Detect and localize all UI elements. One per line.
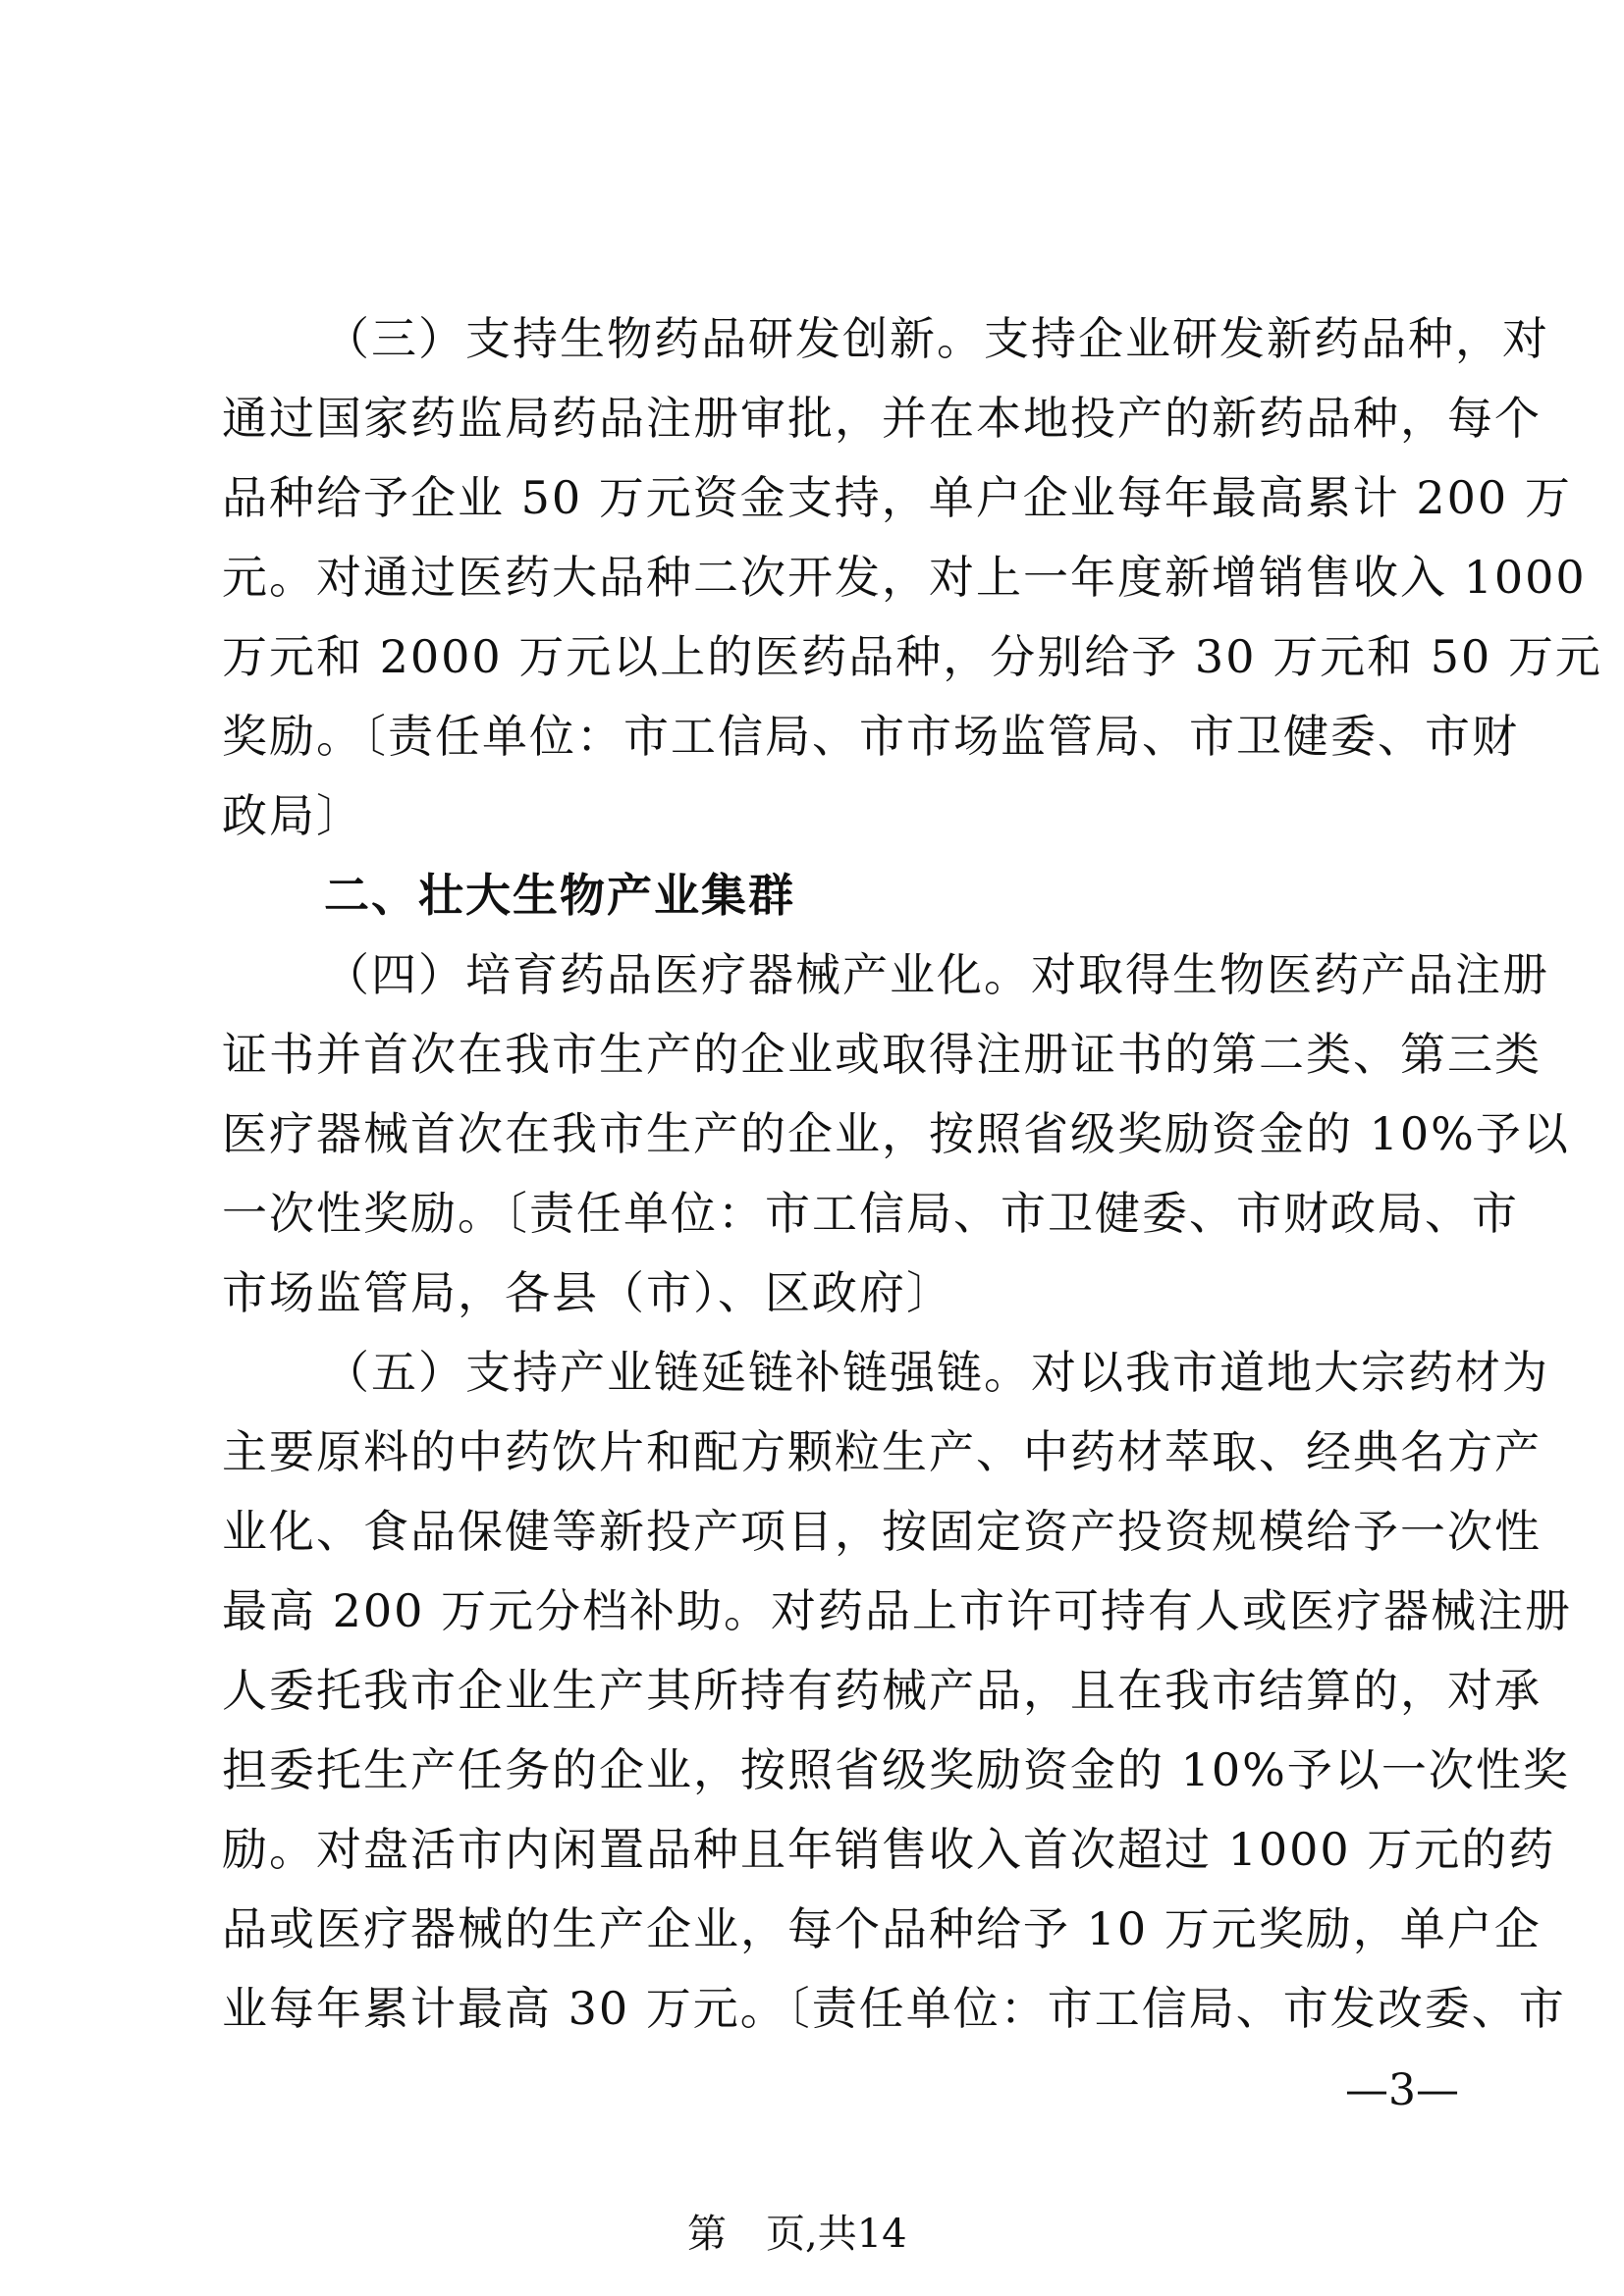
paragraph-line: 通过国家药监局药品注册审批，并在本地投产的新药品种，每个: [222, 392, 1542, 445]
paragraph-line: 业每年累计最高 30 万元。〔责任单位：市工信局、市发改委、市: [222, 1982, 1566, 2035]
paragraph-line: 品种给予企业 50 万元资金支持，单户企业每年最高累计 200 万: [222, 471, 1572, 524]
paragraph-line: 医疗器械首次在我市生产的企业，按照省级奖励资金的 10%予以: [222, 1107, 1570, 1160]
paragraph-line: 证书并首次在我市生产的企业或取得注册证书的第二类、第三类: [222, 1028, 1542, 1081]
paragraph-line: 万元和 2000 万元以上的医药品种，分别给予 30 万元和 50 万元: [222, 630, 1602, 683]
paragraph-line: 最高 200 万元分档补助。对药品上市许可持有人或医疗器械注册: [222, 1584, 1573, 1637]
paragraph-line: 市场监管局，各县（市）、区政府〕: [222, 1266, 953, 1319]
paragraph-line: （五）支持产业链延链补链强链。对以我市道地大宗药材为: [324, 1346, 1549, 1399]
paragraph-line: 人委托我市企业生产其所持有药械产品，且在我市结算的，对承: [222, 1664, 1542, 1717]
paragraph-line: （四）培育药品医疗器械产业化。对取得生物医药产品注册: [324, 948, 1549, 1001]
paragraph-line: 业化、食品保健等新投产项目，按固定资产投资规模给予一次性: [222, 1505, 1542, 1558]
paragraph-line: 担委托生产任务的企业，按照省级奖励资金的 10%予以一次性奖: [222, 1743, 1570, 1796]
paragraph-line: 一次性奖励。〔责任单位：市工信局、市卫健委、市财政局、市: [222, 1187, 1519, 1240]
paragraph-line: （三）支持生物药品研发创新。支持企业研发新药品种，对: [324, 312, 1549, 365]
paragraph-line: 品或医疗器械的生产企业，每个品种给予 10 万元奖励，单户企: [222, 1902, 1542, 1955]
page-footer: 第 页,共14: [687, 2212, 907, 2257]
section-heading: 二、壮大生物产业集群: [324, 869, 795, 922]
paragraph-line: 主要原料的中药饮片和配方颗粒生产、中药材萃取、经典名方产: [222, 1425, 1542, 1478]
paragraph-line: 政局〕: [222, 789, 363, 842]
page-number: —3—: [1345, 2065, 1459, 2115]
paragraph-line: 奖励。〔责任单位：市工信局、市市场监管局、市卫健委、市财: [222, 710, 1519, 763]
paragraph-line: 励。对盘活市内闲置品种且年销售收入首次超过 1000 万元的药: [222, 1823, 1556, 1876]
paragraph-line: 元。对通过医药大品种二次开发，对上一年度新增销售收入 1000: [222, 551, 1587, 604]
